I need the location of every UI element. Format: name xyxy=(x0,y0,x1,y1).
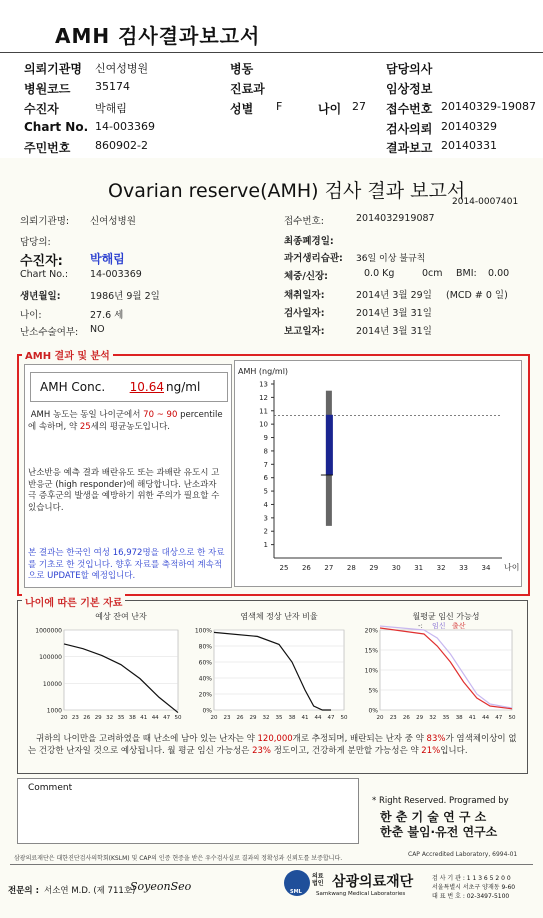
label-weight: 체중/신장: xyxy=(284,271,328,282)
label-report-date: 보고일자: xyxy=(284,326,325,337)
value-report-date: 2014년 3월 31일 xyxy=(356,326,432,337)
y-tick-label: 1 xyxy=(263,541,268,550)
chart-title: 염색체 정상 난자 비율 xyxy=(240,612,318,621)
label-surgery: 난소수술여부: xyxy=(20,327,79,338)
value-height: 0cm xyxy=(422,268,443,279)
footer-divider xyxy=(10,864,533,865)
percentile-note xyxy=(28,410,226,433)
y-tick-label: 6 xyxy=(263,474,268,483)
label-bmi: BMI: xyxy=(456,268,477,279)
label-age: 나이 xyxy=(318,102,342,116)
x-tick-label: 23 xyxy=(71,715,79,721)
logo-text: SML xyxy=(290,889,302,895)
x-tick-label: 41 xyxy=(468,715,476,721)
label-doctor: 담당의: xyxy=(20,237,51,248)
value-age: 27 xyxy=(352,100,366,113)
physician-label: 전문의 : xyxy=(8,886,39,896)
y-tick-label: 0% xyxy=(368,707,378,715)
label-chart-no: Chart No.: xyxy=(20,269,69,280)
pregnancy-pct: 23% xyxy=(252,745,271,756)
foundation-name: 삼광의료재단 xyxy=(332,874,414,890)
remaining-eggs-chart xyxy=(24,610,184,728)
age-summary xyxy=(28,734,522,757)
y-tick-label: 12 xyxy=(259,393,268,402)
x-tick-label: 47 xyxy=(327,715,335,721)
y-tick-label: 2 xyxy=(263,527,268,536)
note-text: AMH 농도는 동일 나이군에서 xyxy=(30,410,141,420)
value-collect: 2014년 3월 29일 xyxy=(356,290,432,301)
equivalent-age: 25 xyxy=(79,421,91,432)
x-tick-label: 44 xyxy=(151,715,159,721)
x-tick-label: 26 xyxy=(301,564,311,572)
note-text: percentile에 속하며, 약 xyxy=(28,410,223,432)
label-cycle: 과거생리습관: xyxy=(284,253,343,264)
y-tick-label: 1000000 xyxy=(35,627,62,635)
y-tick-label: 1000 xyxy=(46,707,62,715)
x-tick-label: 38 xyxy=(288,715,296,721)
y-tick-label: 100% xyxy=(194,627,212,635)
x-tick-label: 25 xyxy=(279,564,289,572)
value-report-date: 20140331 xyxy=(441,139,497,152)
amh-box-chart xyxy=(234,362,520,584)
label-report-date: 결과보고 xyxy=(386,141,433,155)
y-tick-label: 8 xyxy=(263,447,268,456)
age-data-title: 나이에 따른 기본 자료 xyxy=(22,594,125,609)
x-tick-label: 35 xyxy=(117,715,125,721)
x-tick-label: 44 xyxy=(482,715,490,721)
y-tick-label: 40% xyxy=(198,675,212,683)
label-clinical-info: 임상정보 xyxy=(386,82,433,96)
doc-number: 2014-0007401 xyxy=(452,197,519,207)
value-test-date: 2014년 3월 31일 xyxy=(356,308,432,319)
x-tick-label: 32 xyxy=(262,715,270,721)
institute-name-2: 한춘 불임·유전 연구소 xyxy=(380,825,498,839)
birth-pct: 21% xyxy=(421,745,441,756)
y-tick-label: 3 xyxy=(263,514,268,523)
x-tick-label: 29 xyxy=(369,564,379,572)
percentile-low: 70 xyxy=(143,410,154,420)
chart-title: 월평균 임신 가능성 xyxy=(412,612,480,621)
x-axis-label: 나이 xyxy=(504,563,520,572)
amh-conc-value: 10.64 xyxy=(129,380,164,394)
x-tick-label: 32 xyxy=(106,715,114,721)
x-tick-label: 26 xyxy=(402,715,410,721)
x-tick-label: 32 xyxy=(436,564,446,572)
summary-text: 가 염색체이상이 없는 건강한 난자일 것으로 예상됩니다. 월 평균 임신 가능성은 xyxy=(28,734,517,756)
x-tick-label: 50 xyxy=(508,715,516,721)
risk-note: 난소반응 예측 결과 배란유도 또는 과배란 유도시 고반응군 (high responder)에 해당합니다. 난소과자극 증후군의 발생을 예방하기 위한 주의가 필요할 수 있습니다. xyxy=(28,468,220,513)
value-patient: 박해림 xyxy=(95,102,127,115)
physician-name: 서소연 M.D. (제 711호) xyxy=(44,886,136,896)
value-chart-no: 14-003369 xyxy=(90,269,142,280)
x-tick-label: 47 xyxy=(495,715,503,721)
institute-name: 한 춘 기 술 연 구 소 xyxy=(380,810,487,824)
x-tick-label: 20 xyxy=(376,715,384,721)
normal-pct: 83% xyxy=(426,734,446,744)
value-patient: 박해림 xyxy=(90,252,125,266)
label-org: 의뢰기관명 xyxy=(24,62,82,76)
percentile-high: 90 xyxy=(166,410,178,420)
label-ward: 병동 xyxy=(230,62,254,76)
accreditation-note: 삼광의료재단은 대한진단검사의학회(KSLM) 및 CAP의 인증 현증을 받은 우수검사실로 결과의 정확성과 신뢰도를 보증합니다. xyxy=(14,855,343,862)
cert-number: 검 사 기 관 : 1 1 3 6 5 2 0 0 xyxy=(432,875,511,882)
value-org: 신여성병원 xyxy=(95,62,149,75)
x-tick-label: 38 xyxy=(455,715,463,721)
percentile-sep: ~ xyxy=(156,410,164,420)
legend-item-pregnancy: 임신 xyxy=(432,622,446,630)
cap-accreditation: CAP Accredited Laboratory, 6994-01 xyxy=(408,851,518,858)
summary-text: 약 xyxy=(415,734,424,744)
x-tick-label: 33 xyxy=(459,564,469,572)
label-menopause: 최종폐경일: xyxy=(284,236,334,247)
comment-label: Comment xyxy=(28,783,73,793)
x-tick-label: 44 xyxy=(314,715,322,721)
header-title: AMH 검사결과보고서 xyxy=(55,24,261,48)
summary-text: 귀하의 나이만을 고려하였을 때 난소에 남아 있는 난자는 약 xyxy=(36,734,255,744)
y-tick-label: 10% xyxy=(364,667,378,675)
foundation-prefix: 의료 법인 xyxy=(312,873,324,887)
x-tick-label: 26 xyxy=(83,715,91,721)
x-tick-label: 38 xyxy=(128,715,136,721)
value-mcd: (MCD # 0 일) xyxy=(446,290,508,301)
label-hospital-code: 병원코드 xyxy=(24,82,71,96)
y-tick-label: 5 xyxy=(263,487,268,496)
y-tick-label: 13 xyxy=(259,380,268,389)
x-tick-label: 47 xyxy=(163,715,171,721)
address: 서울특별시 서초구 양재동 9-60 xyxy=(432,884,516,891)
x-tick-label: 27 xyxy=(324,564,334,572)
divider xyxy=(0,52,543,53)
value-receipt-no: 20140329-19087 xyxy=(441,100,536,113)
x-tick-label: 50 xyxy=(340,715,348,721)
x-tick-label: 50 xyxy=(174,715,182,721)
legend-prefix: -: xyxy=(418,622,423,630)
pregnancy-chance-chart xyxy=(356,610,518,728)
x-tick-label: 35 xyxy=(442,715,450,721)
value-weight: 0.0 Kg xyxy=(364,268,395,279)
label-sex: 성별 xyxy=(230,102,254,116)
x-tick-label: 20 xyxy=(210,715,218,721)
label-receipt-no: 접수번호 xyxy=(386,102,433,116)
iqr-box xyxy=(326,415,333,475)
x-tick-label: 32 xyxy=(429,715,437,721)
y-tick-label: 7 xyxy=(263,460,268,469)
y-tick-label: 0% xyxy=(202,707,212,715)
y-tick-label: 10 xyxy=(259,420,268,429)
y-tick-label: 4 xyxy=(263,500,268,509)
summary-text: 개로 추정되며, 배란되는 난자 중 xyxy=(292,734,413,744)
x-tick-label: 29 xyxy=(94,715,102,721)
y-axis-label: AMH (ng/ml) xyxy=(238,367,289,376)
x-tick-label: 41 xyxy=(301,715,309,721)
amh-conc-unit: ng/ml xyxy=(166,380,201,394)
y-tick-label: 9 xyxy=(263,434,268,443)
label-chart-no: Chart No. xyxy=(24,120,89,134)
label-patient: 수진자 xyxy=(24,102,59,116)
plot-area xyxy=(214,630,344,710)
value-resident-no: 860902-2 xyxy=(95,139,148,152)
plot-area xyxy=(64,630,178,710)
y-tick-label: 20% xyxy=(364,627,378,635)
y-tick-label: 20% xyxy=(198,691,212,699)
summary-text: 건강하게 분만할 가능성은 약 xyxy=(311,745,419,756)
x-tick-label: 29 xyxy=(416,715,424,721)
value-surgery: NO xyxy=(90,324,105,335)
summary-text: 입니다. xyxy=(440,745,468,756)
report-title: Ovarian reserve(AMH) 검사 결과 보고서 xyxy=(108,180,466,202)
label-request-date: 검사의뢰 xyxy=(386,122,433,136)
y-tick-label: 60% xyxy=(198,659,212,667)
y-tick-label: 11 xyxy=(259,407,268,416)
label-dob: 생년월일: xyxy=(20,291,61,302)
x-tick-label: 23 xyxy=(223,715,231,721)
x-tick-label: 26 xyxy=(236,715,244,721)
x-tick-label: 23 xyxy=(389,715,397,721)
label-resident-no: 주민번호 xyxy=(24,141,71,155)
value-cycle: 36일 이상 불규칙 xyxy=(356,254,426,264)
rights-text: * Right Reserved. Programed by xyxy=(372,796,509,806)
value-age: 27.6 세 xyxy=(90,310,124,321)
value-hospital-code: 35174 xyxy=(95,80,130,93)
x-tick-label: 34 xyxy=(481,564,491,572)
value-bmi: 0.00 xyxy=(488,268,510,279)
basis-note: 본 결과는 한국인 여성 16,972명을 대상으로 한 자료를 기초로 한 것입니다. 향후 자료를 축적하여 계속적으로 UPDATE할 예정입니다. xyxy=(28,548,225,581)
x-tick-label: 41 xyxy=(140,715,148,721)
y-tick-label: 80% xyxy=(198,643,212,651)
label-patient: 수진자: xyxy=(20,254,63,269)
x-tick-label: 30 xyxy=(391,564,401,572)
x-tick-label: 35 xyxy=(275,715,283,721)
egg-count: 120,000 xyxy=(257,734,293,744)
label-collect: 채취일자: xyxy=(284,290,325,301)
physician-signature: SoyeonSeo xyxy=(130,880,192,893)
value-org: 신여성병원 xyxy=(90,216,136,227)
label-org: 의뢰기관명: xyxy=(20,216,70,227)
value-request-date: 20140329 xyxy=(441,120,497,133)
x-tick-label: 31 xyxy=(414,564,424,572)
value-sex: F xyxy=(276,100,283,113)
normal-egg-ratio-chart xyxy=(190,610,350,728)
y-tick-label: 15% xyxy=(364,647,378,655)
x-tick-label: 20 xyxy=(60,715,68,721)
x-tick-label: 29 xyxy=(249,715,257,721)
note-text: 세의 평균농도입니다. xyxy=(90,421,171,432)
legend-item-birth: 출산 xyxy=(452,622,466,630)
phone: 대 표 번 호 : 02-3497-5100 xyxy=(432,893,510,900)
y-tick-label: 10000 xyxy=(42,680,62,688)
chart-title: 예상 잔여 난자 xyxy=(95,612,147,621)
summary-text: 정도이고, xyxy=(273,745,310,756)
value-chart-no: 14-003369 xyxy=(95,120,155,133)
foundation-name-en: Samkwang Medical Laboratories xyxy=(316,891,406,897)
label-test-date: 검사일자: xyxy=(284,308,325,319)
amh-conc-label: AMH Conc. xyxy=(40,380,106,394)
label-doctor: 담당의사 xyxy=(386,62,433,76)
label-receipt: 접수번호: xyxy=(284,216,324,227)
analysis-title: AMH 결과 및 분석 xyxy=(22,347,113,362)
y-tick-label: 100000 xyxy=(39,654,62,662)
x-tick-label: 28 xyxy=(346,564,356,572)
value-dob: 1986년 9월 2일 xyxy=(90,291,160,302)
value-receipt: 2014032919087 xyxy=(356,213,435,224)
label-age: 나이: xyxy=(20,310,42,321)
label-department: 진료과 xyxy=(230,82,265,96)
y-tick-label: 5% xyxy=(368,687,378,695)
